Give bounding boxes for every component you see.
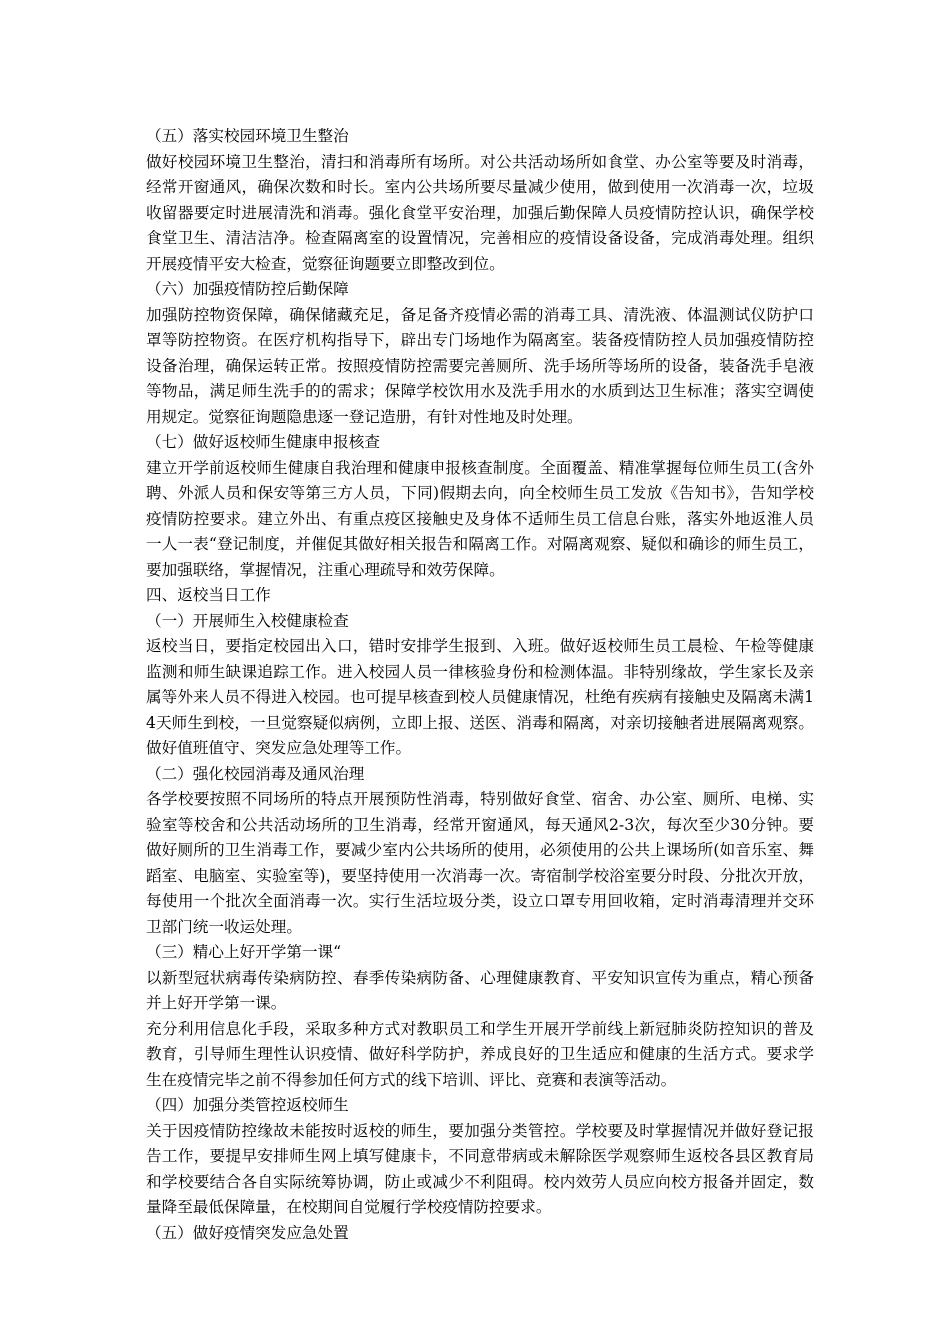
section-heading-7: （七）做好返校师生健康申报核查 [146,433,380,451]
section-heading-5: （五）落实校园环境卫生整治 [146,127,349,145]
body-paragraph: 做好校园环境卫生整治，清扫和消毒所有场所。对公共活动场所如食堂、办公室等要及时消毒，经常开窗通风，确保次数和时长。室内公共场所要尽量减少使用，做到使用一次消毒一次，垃圾收留器要定时进展清洗和消毒。强化食堂平安治理，加强后勤保障人员疫情防控认识，确保学校食堂卫生、清洁洁净。检查隔离室的设置情况，完善相应的疫情设备设备，完成消毒处理。组织开展疫情平安大检查，觉察征询题要立即整改到位。 [146,152,814,273]
body-paragraph: 各学校要按照不同场所的特点开展预防性消毒，特别做好食堂、宿舍、办公室、厕所、电梯、实验室等校舍和公共活动场所的卫生消毒，经常开窗通风，每天通风2-3次，每次至少30分钟。要做好厕所的卫生消毒工作，要减少室内公共场所的使用，必须使用的公共上课场所(如音乐室、舞蹈室、电脑室、实验室等)，要坚持使用一次消毒一次。寄宿制学校浴室要分时段、分批次开放，每使用一个批次全面消毒一次。实行生活垃圾分类，设立口罩专用回收箱，定时消毒清理并交环卫部门统一收运处理。 [146,790,814,936]
section-heading-2: （二）强化校园消毒及通风治理 [146,764,365,783]
body-paragraph: 以新型冠状病毒传染病防控、春季传染病防备、心理健康教育、平安知识宣传为重点，精心预备并上好开学第一课。 [146,968,814,1012]
chapter-heading-4: 四、返校当日工作 [146,586,271,604]
body-paragraph: 关于因疫情防控缘故未能按时返校的师生，要加强分类管控。学校要及时掌握情况并做好登记报告工作，要提早安排师生网上填写健康卡，不同意带病或未解除医学观察师生返校各县区教育局和学校要结合各自实际统筹协调，防止或减少不利阻碍。校内效劳人员应向校方报备并固定，数量降至最低保障量，在校期间自觉履行学校疫情防控要求。 [146,1121,814,1216]
body-paragraph: 返校当日，要指定校园出入口，错时安排学生报到、入班。做好返校师生员工晨检、午检等健康监测和师生缺课追踪工作。进入校园人员一律核验身份和检测体温。非特别缘故，学生家长及亲属等外来人员不得进入校园。也可提早核查到校人员健康情况，杜绝有疾病有接触史及隔离未满14天师生到校，一旦觉察疑似病例，立即上报、送医、消毒和隔离，对亲切接触者进展隔离观察。做好值班值守、突发应急处理等工作。 [146,637,814,757]
section-heading-1: （一）开展师生入校健康检查 [146,611,349,630]
body-paragraph: 加强防控物资保障，确保储藏充足，备足备齐疫情必需的消毒工具、清洗液、体温测试仪防护口罩等防控物资。在医疗机构指导下，辟出专门场地作为隔离室。装备疫情防控人员加强疫情防控设备治理，确保运转正常。按照疫情防控需要完善厕所、洗手场所等场所的设备，装备洗手皂液等物品，满足师生洗手的的需求；保障学校饮用水及洗手用水的水质到达卫生标准；落实空调使用规定。觉察征询题隐患逐一登记造册，有针对性地及时处理。 [146,305,814,426]
section-heading-6: （六）加强疫情防控后勤保障 [146,280,349,298]
section-heading-5b: （五）做好疫情突发应急处置 [146,1223,349,1242]
section-heading-4: （四）加强分类管控返校师生 [146,1096,349,1114]
body-paragraph: 充分利用信息化手段，采取多种方式对教职员工和学生开展开学前线上新冠肺炎防控知识的普及教育，引导师生理性认识疫情、做好科学防护，养成良好的卫生适应和健康的生活方式。要求学生在疫情完毕之前不得参加任何方式的线下培训、评比、竞赛和表演等活动。 [146,1019,814,1089]
body-paragraph: 建立开学前返校师生健康自我治理和健康申报核查制度。全面覆盖、精准掌握每位师生员工(含外聘、外派人员和保安等第三方人员，下同)假期去向，向全校师生员工发放《告知书》，告知学校疫情防控要求。建立外出、有重点疫区接触史及身体不适师生员工信息台账，落实外地返淮人员一人一表“登记制度，并催促其做好相关报告和隔离工作。对隔离观察、疑似和确诊的师生员工，要加强联络，掌握情况，注重心理疏导和效劳保障。 [146,458,814,579]
section-heading-3: （三）精心上好开学第一课“ [146,943,342,961]
document-body [146,124,814,1246]
